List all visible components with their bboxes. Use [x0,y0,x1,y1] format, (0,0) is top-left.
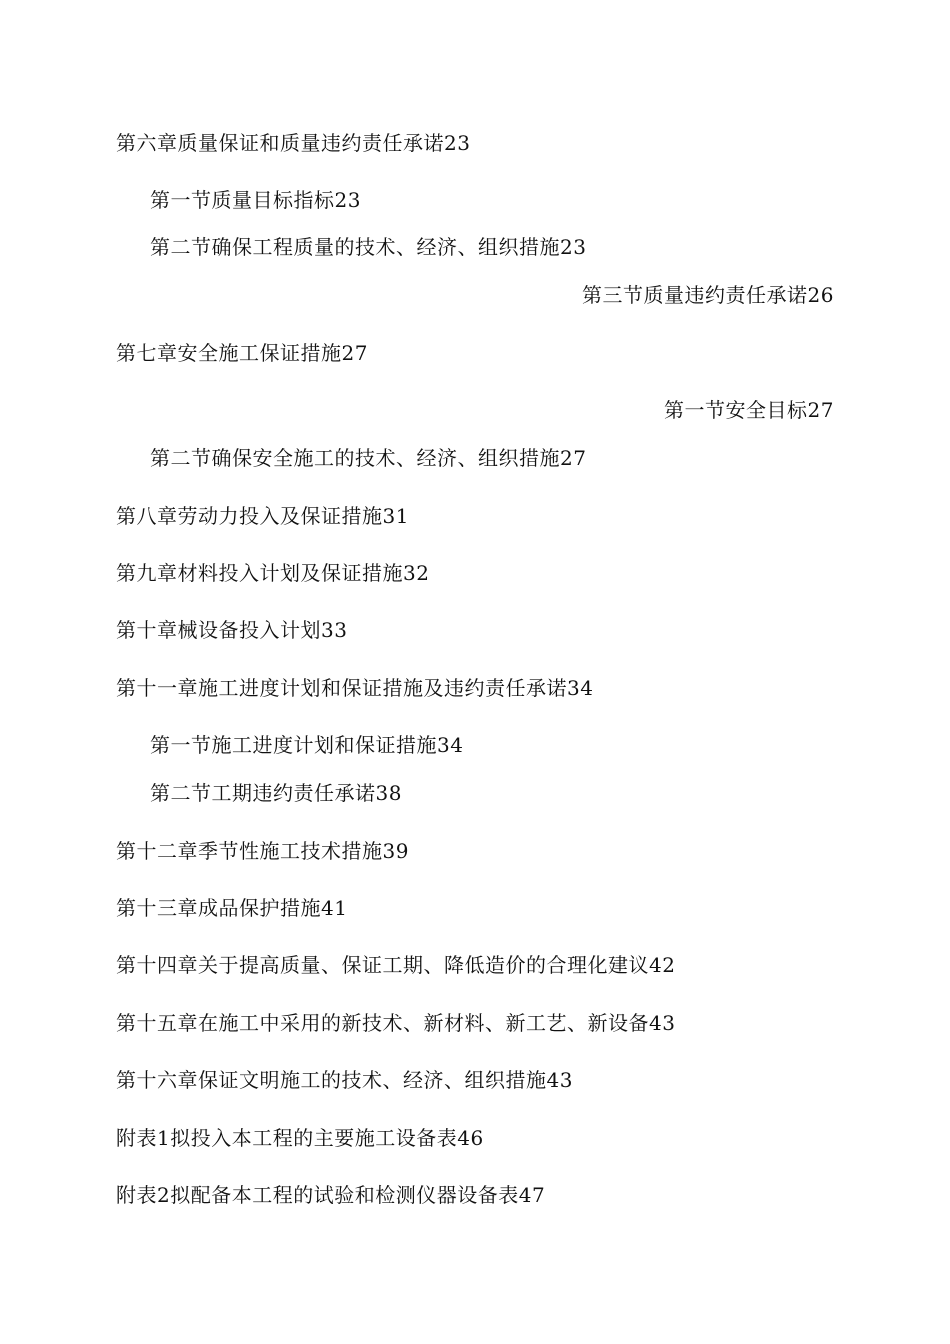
toc-entry-title: 第三节质量违约责任承诺 [582,283,808,307]
toc-entry-page-number: 42 [649,953,676,977]
toc-entry-chapter-14[interactable] [116,952,675,978]
toc-entry-section-7-2[interactable] [150,445,586,471]
toc-entry-page-number: 34 [567,676,594,700]
toc-entry-chapter-9[interactable] [116,560,429,586]
toc-entry-page-number: 31 [382,504,409,528]
toc-entry-chapter-10[interactable] [116,617,347,643]
toc-entry-page-number: 43 [649,1011,676,1035]
toc-entry-title: 第十四章关于提高质量、保证工期、降低造价的合理化建议 [116,953,649,977]
toc-entry-section-11-1[interactable] [150,732,463,758]
toc-entry-chapter-11[interactable] [116,675,593,701]
toc-entry-title: 第二节工期违约责任承诺 [150,781,376,805]
toc-entry-title: 第十六章保证文明施工的技术、经济、组织措施 [116,1068,547,1092]
toc-entry-title: 第九章材料投入计划及保证措施 [116,561,403,585]
toc-entry-page-number: 41 [321,896,348,920]
toc-entry-page-number: 23 [560,235,587,259]
toc-entry-page-number: 46 [457,1126,484,1150]
toc-entry-title: 第一节质量目标指标 [150,188,335,212]
toc-entry-page-number: 27 [341,341,368,365]
toc-entry-section-6-3[interactable] [582,282,834,308]
toc-entry-section-6-1[interactable] [150,187,361,213]
toc-entry-page-number: 23 [334,188,361,212]
toc-entry-title: 附表1拟投入本工程的主要施工设备表 [116,1126,458,1150]
toc-entry-page-number: 47 [518,1183,546,1207]
toc-entry-page-number: 38 [375,781,402,805]
toc-entry-chapter-15[interactable] [116,1010,675,1036]
toc-entry-chapter-8[interactable] [116,503,409,529]
toc-entry-title: 第一节安全目标 [664,398,808,422]
toc-entry-page-number: 43 [546,1068,573,1092]
toc-entry-page-number: 23 [444,131,471,155]
toc-entry-section-11-2[interactable] [150,780,402,806]
toc-entry-chapter-7[interactable] [116,340,368,366]
toc-entry-page-number: 34 [437,733,464,757]
toc-entry-section-7-1[interactable] [664,397,834,423]
toc-entry-page-number: 33 [321,618,348,642]
toc-entry-page-number: 39 [382,839,409,863]
toc-entry-title: 第十一章施工进度计划和保证措施及违约责任承诺 [116,676,567,700]
toc-entry-title: 第十二章季节性施工技术措施 [116,839,383,863]
toc-entry-chapter-13[interactable] [116,895,347,921]
toc-entry-page-number: 26 [807,283,834,307]
toc-entry-title: 第二节确保安全施工的技术、经济、组织措施 [150,446,560,470]
toc-entry-page-number: 27 [807,398,834,422]
toc-entry-title: 第八章劳动力投入及保证措施 [116,504,383,528]
toc-entry-title: 第十章械设备投入计划 [116,618,321,642]
toc-entry-title: 第十五章在施工中采用的新技术、新材料、新工艺、新设备 [116,1011,649,1035]
toc-entry-chapter-12[interactable] [116,838,409,864]
toc-entry-appendix-2[interactable] [116,1182,545,1208]
toc-entry-page-number: 32 [403,561,430,585]
toc-entry-chapter-6[interactable] [116,130,470,156]
toc-entry-title: 第二节确保工程质量的技术、经济、组织措施 [150,235,560,259]
toc-entry-page-number: 27 [560,446,587,470]
toc-entry-title: 附表2拟配备本工程的试验和检测仪器设备表 [116,1183,519,1207]
toc-entry-title: 第十三章成品保护措施 [116,896,321,920]
toc-entry-section-6-2[interactable] [150,234,586,260]
toc-entry-chapter-16[interactable] [116,1067,573,1093]
toc-entry-title: 第六章质量保证和质量违约责任承诺 [116,131,444,155]
toc-entry-appendix-1[interactable] [116,1125,484,1151]
toc-entry-title: 第一节施工进度计划和保证措施 [150,733,437,757]
toc-entry-title: 第七章安全施工保证措施 [116,341,342,365]
